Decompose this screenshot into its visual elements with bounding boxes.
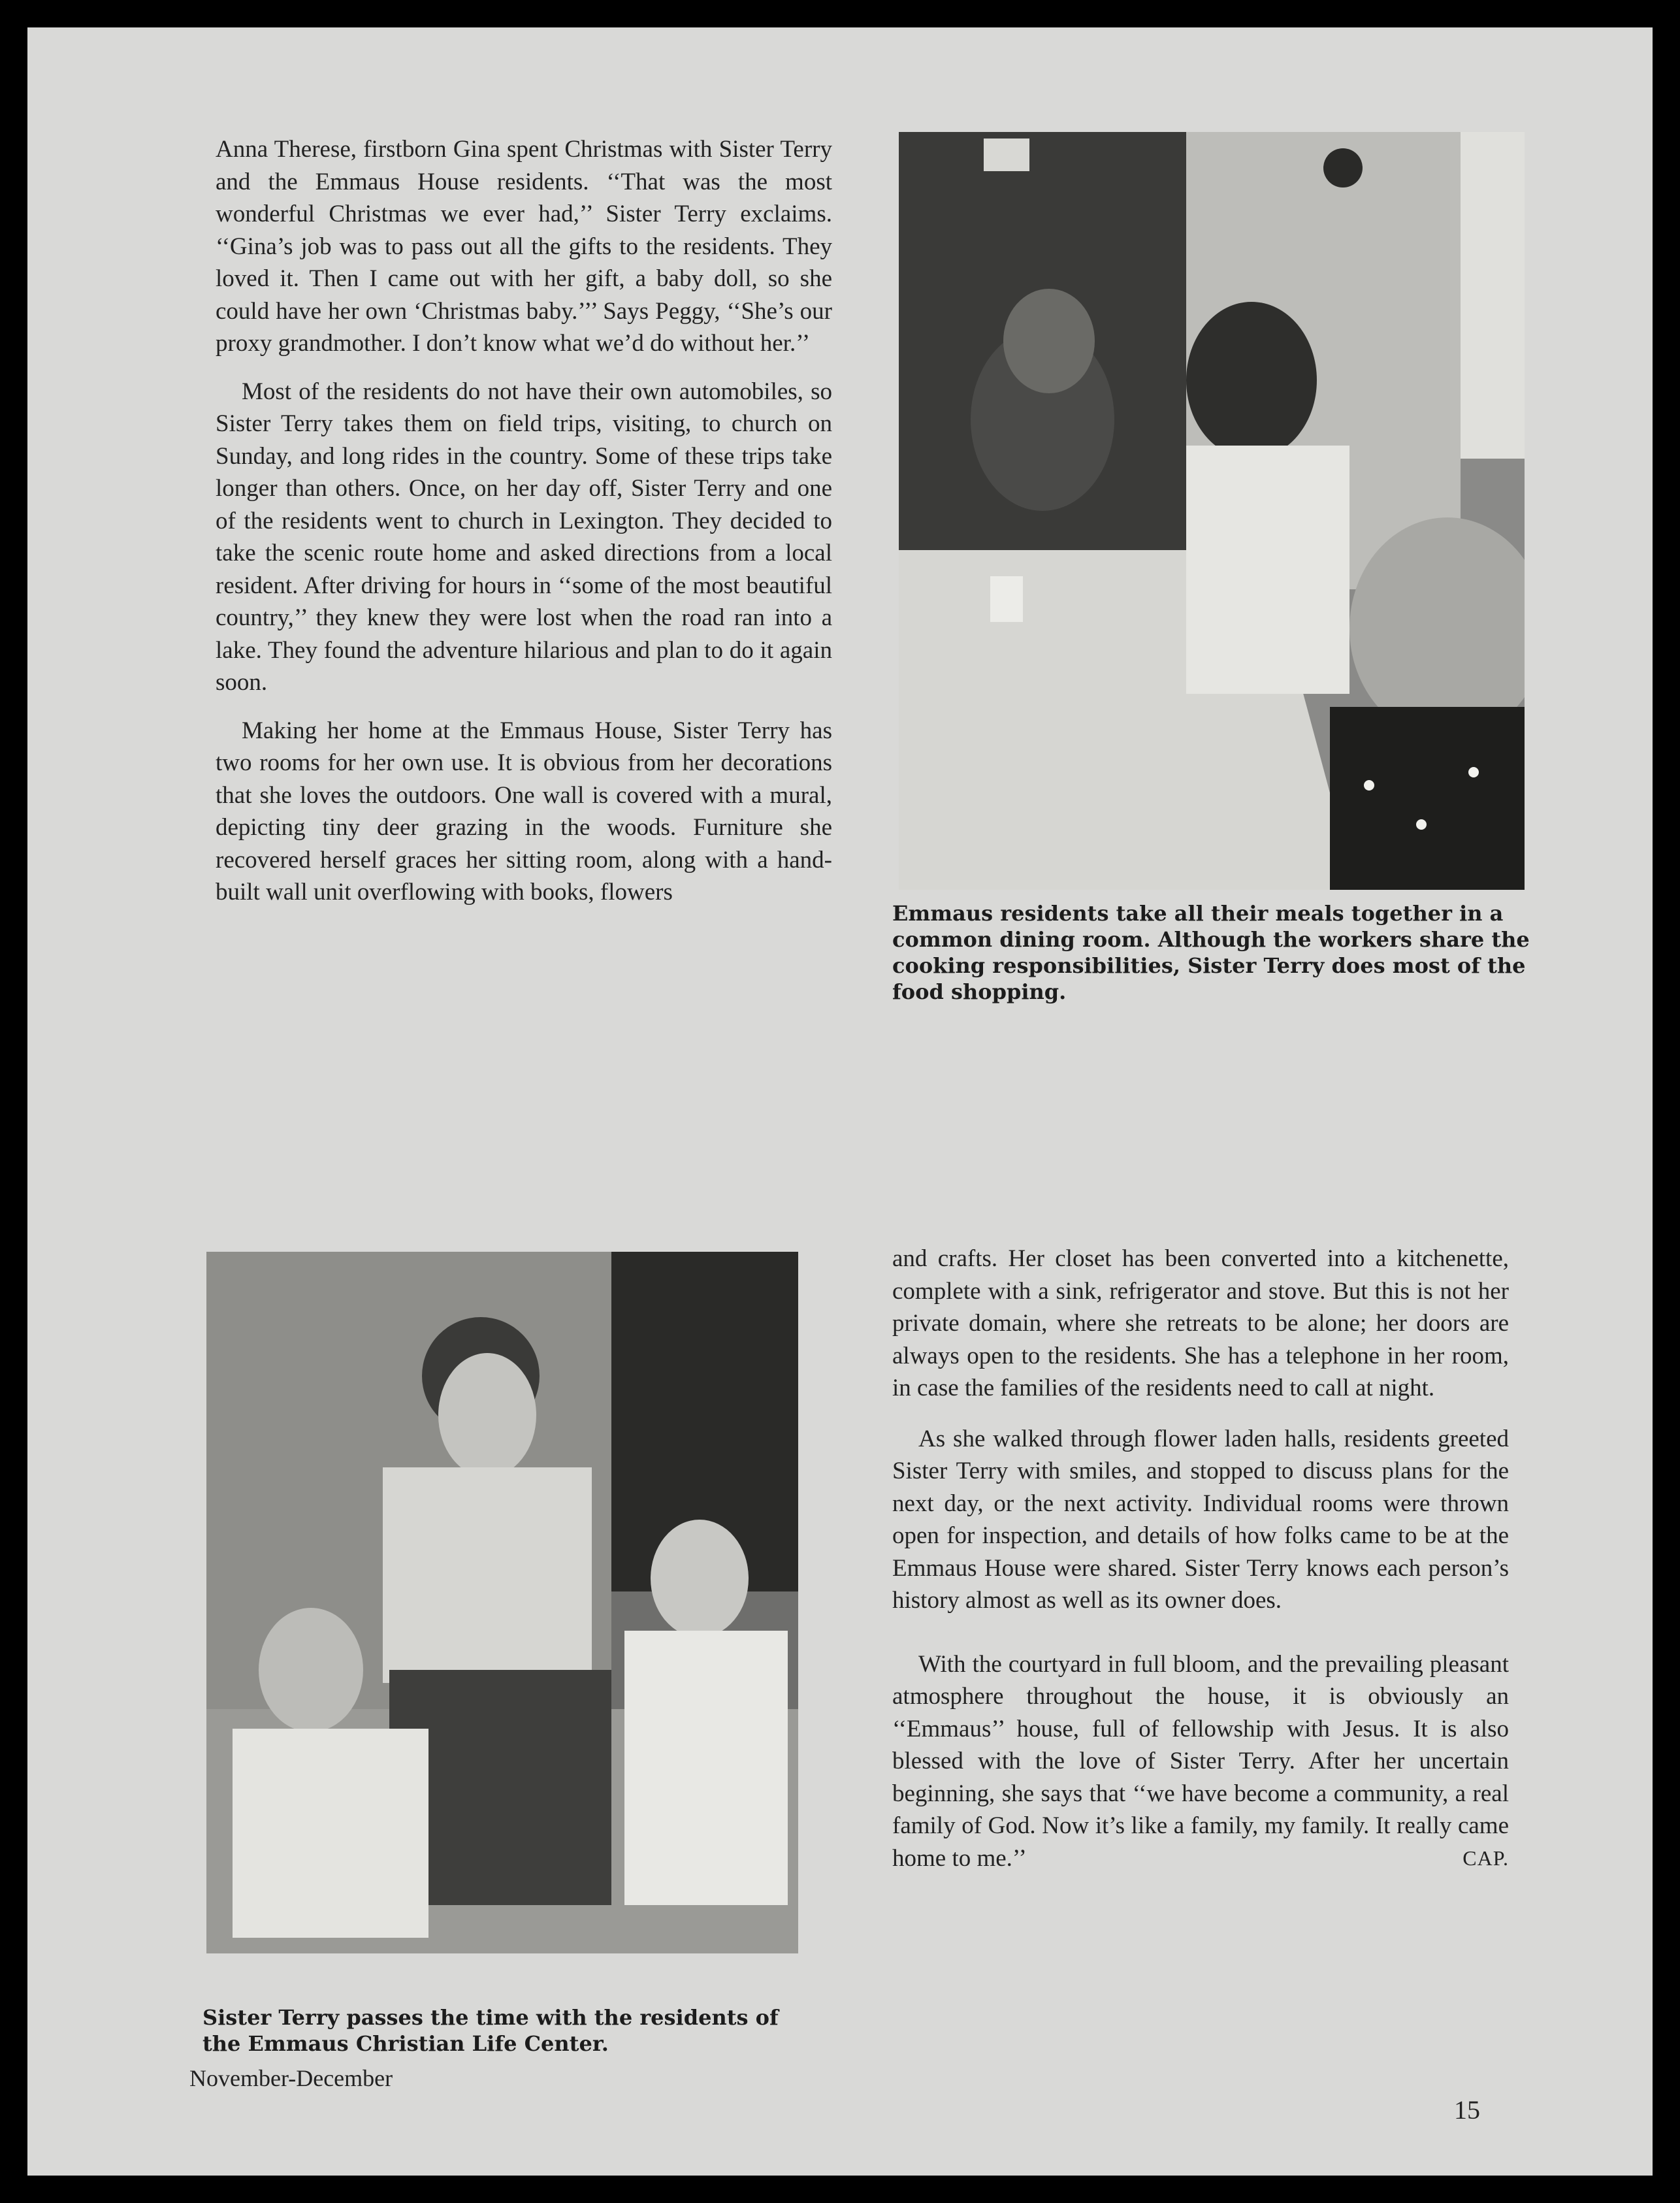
paragraph: Anna Therese, firstborn Gina spent Christmas with Sister Terry and the Emmaus House residents. ‘‘That was the most wonderful Christmas we ever had,’’ Sister Terry exclaims. ‘‘Gina’s job was to pass out all the gifts to the residents. They loved it. Then I came out with her gift, a baby doll, so she could have her own ‘Christmas baby.’’’ Says Peggy, ‘‘She’s our proxy grandmother. I don’t know what we’d do without her.’’ <box>216 136 832 357</box>
magazine-page <box>27 27 1653 2176</box>
paragraph <box>892 1648 1509 1875</box>
paragraph: Most of the residents do not have their own automobiles, so Sister Terry takes them on field trips, visiting, to church on Sunday, and long rides in the country. Some of these trips take longer than others. Once, on her day off, Sister Terry and one of the residents went to church in Lexington. They decided to take the scenic route home and asked directions from a local resident. After driving for hours in ‘‘some of the most beautiful country,’’ they knew they were lost when the road ran into a lake. They found the adventure hilarious and plan to do it again soon. <box>216 378 832 696</box>
paragraph: As she walked through flower laden halls, residents greeted Sister Terry with smiles, and stopped to discuss plans for the next day, or the next activity. Individual rooms were thrown open for inspection, and details of how folks came to be at the Emmaus House were shared. Sister Terry knows each person’s history almost as well as its owner does. <box>892 1425 1509 1614</box>
paragraph: and crafts. Her closet has been converted into a kitchenette, complete with a sink, refrigerator and stove. But this is not her private domain, where she retreats to be alone; her doors are always open to the residents. She has a telephone in her room, in case the families of the residents need to call at night. <box>892 1245 1509 1401</box>
residents-portrait-photo <box>206 1252 798 1953</box>
article-column-top-left <box>216 133 832 924</box>
author-signature: CAP. <box>1462 1846 1509 1870</box>
photo-caption: Sister Terry passes the time with the residents of the Emmaus Christian Life Center. <box>202 2005 779 2056</box>
dining-room-photo <box>899 132 1525 890</box>
paragraph: Making her home at the Emmaus House, Sister Terry has two rooms for her own use. It is obvious from her decorations that she loves the outdoors. One wall is covered with a mural, depicting tiny deer grazing in the woods. Furniture she recovered herself graces her sitting room, along with a hand-built wall unit overflowing with books, flowers <box>216 717 832 906</box>
article-column-bottom-right <box>892 1243 1509 1890</box>
page-number: 15 <box>1454 2095 1480 2125</box>
issue-date: November-December <box>189 2065 393 2091</box>
photo-caption: Emmaus residents take all their meals together in a common dining room. Although the workers share the cooking responsibilities, Sister Terry does most of the food shopping. <box>892 901 1530 1004</box>
paragraph-text: With the courtyard in full bloom, and the prevailing pleasant atmosphere throughout the house, it is obviously an ‘‘Emmaus’’ house, full of fellowship with Jesus. It is also blessed with the love of Sister Terry. After her uncertain beginning, she says that ‘‘we have become a community, a real family of God. Now it’s like a family, my family. It really came home to me.’’ <box>892 1650 1509 1872</box>
